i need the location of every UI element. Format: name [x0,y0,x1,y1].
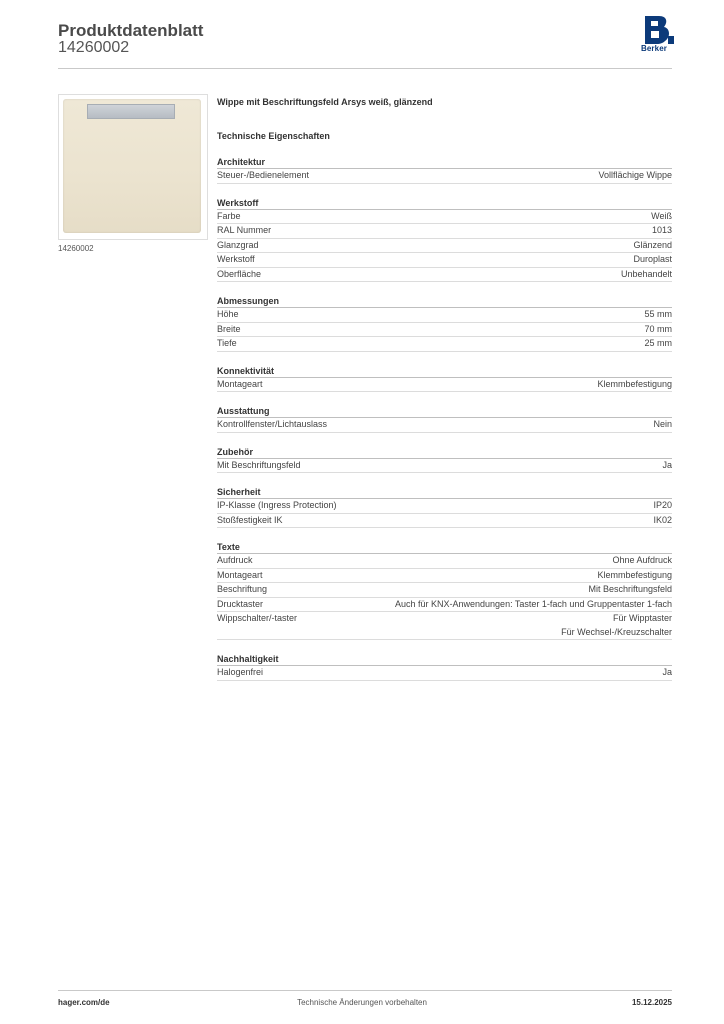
image-caption: 14260002 [58,244,94,253]
spec-section [217,486,672,528]
spec-label: Drucktaster [217,598,264,609]
spec-section [217,405,672,433]
spec-row [217,378,672,393]
spec-row [217,598,672,613]
spec-section [217,156,672,184]
spec-row [217,418,672,433]
spec-section [217,197,672,283]
spec-value: Ja [662,459,672,470]
logo-wordmark: Berker [641,44,667,53]
spec-row [217,224,672,239]
spec-label: Beschriftung [217,584,268,594]
spec-row [217,569,672,584]
spec-value: Ja [662,667,672,677]
footer-notice: Technische Änderungen vorbehalten [297,998,427,1007]
spec-value: 55 mm [644,309,672,319]
spec-value: Weiß [651,210,672,221]
spec-label: Kontrollfenster/Lichtauslass [217,419,328,429]
header-divider [58,68,672,69]
spec-value: 70 mm [644,323,672,334]
spec-value: Ohne Aufdruck [612,555,672,565]
spec-row [217,210,672,225]
spec-value: Unbehandelt [620,268,672,279]
section-title: Sicherheit [217,486,672,499]
spec-row [217,308,672,323]
spec-label: RAL Nummer [217,225,272,235]
spec-row [217,253,672,268]
section-title: Texte [217,541,672,554]
spec-label: Montageart [217,569,263,580]
berker-logo [641,16,675,56]
spec-label: Aufdruck [217,555,253,565]
section-title: Konnektivität [217,365,672,378]
spec-value: Klemmbefestigung [597,569,672,580]
spec-label: Breite [217,323,241,334]
article-number: 14260002 [58,39,130,56]
spec-row [217,337,672,352]
spec-row [217,554,672,569]
section-title: Werkstoff [217,197,672,210]
technical-properties-heading: Technische Eigenschaften [217,131,330,141]
berker-b-icon [641,16,675,44]
section-title: Zubehör [217,446,672,459]
spec-row [217,239,672,254]
spec-label: IP-Klasse (Ingress Protection) [217,500,337,510]
spec-sections [217,156,672,681]
spec-section [217,653,672,681]
spec-section [217,295,672,352]
spec-value: Für Wipptaster Für Wechsel-/Kreuzschalter [561,613,672,637]
spec-label: Farbe [217,210,241,221]
spec-section [217,365,672,393]
spec-section [217,446,672,474]
spec-row [217,499,672,514]
section-title: Nachhaltigkeit [217,653,672,666]
product-details [217,96,672,681]
spec-row [217,459,672,474]
spec-row [217,583,672,598]
spec-label: Stoßfestigkeit IK [217,514,283,525]
spec-value: IP20 [653,500,672,510]
spec-row [217,268,672,283]
spec-row [217,612,672,640]
spec-value: Mit Beschriftungsfeld [588,584,672,594]
spec-label: Höhe [217,309,239,319]
spec-value: Duroplast [633,254,672,264]
rocker-plate [63,99,201,233]
spec-label: Tiefe [217,338,237,348]
spec-row [217,666,672,681]
spec-label: Montageart [217,378,263,389]
spec-label: Werkstoff [217,254,255,264]
product-name: Wippe mit Beschriftungsfeld Arsys weiß, glänzend [217,97,433,107]
section-title: Abmessungen [217,295,672,308]
spec-value: Klemmbefestigung [597,378,672,389]
spec-label: Oberfläche [217,268,262,279]
spec-value: Glänzend [633,239,672,250]
spec-label: Steuer-/Bedienelement [217,170,310,180]
footer-website[interactable]: hager.com/de [58,998,110,1007]
document-title: Produktdatenblatt [58,21,204,40]
spec-label: Wippschalter/-taster [217,613,298,623]
spec-value: 25 mm [644,338,672,348]
spec-label: Mit Beschriftungsfeld [217,459,301,470]
spec-value: IK02 [653,514,672,525]
product-image [58,94,208,240]
footer-date: 15.12.2025 [631,998,672,1007]
spec-value: 1013 [651,225,672,235]
spec-value: Nein [653,419,672,429]
spec-label: Halogenfrei [217,667,264,677]
spec-value: Auch für KNX-Anwendungen: Taster 1-fach und Gruppentaster 1-fach [395,598,672,609]
section-title: Architektur [217,156,672,169]
spec-row [217,514,672,529]
spec-value: Vollflächige Wippe [598,170,672,180]
spec-label: Glanzgrad [217,239,259,250]
spec-section [217,541,672,640]
footer-divider [58,990,672,991]
label-field [87,104,175,119]
spec-row [217,323,672,338]
spec-row [217,169,672,184]
section-title: Ausstattung [217,405,672,418]
